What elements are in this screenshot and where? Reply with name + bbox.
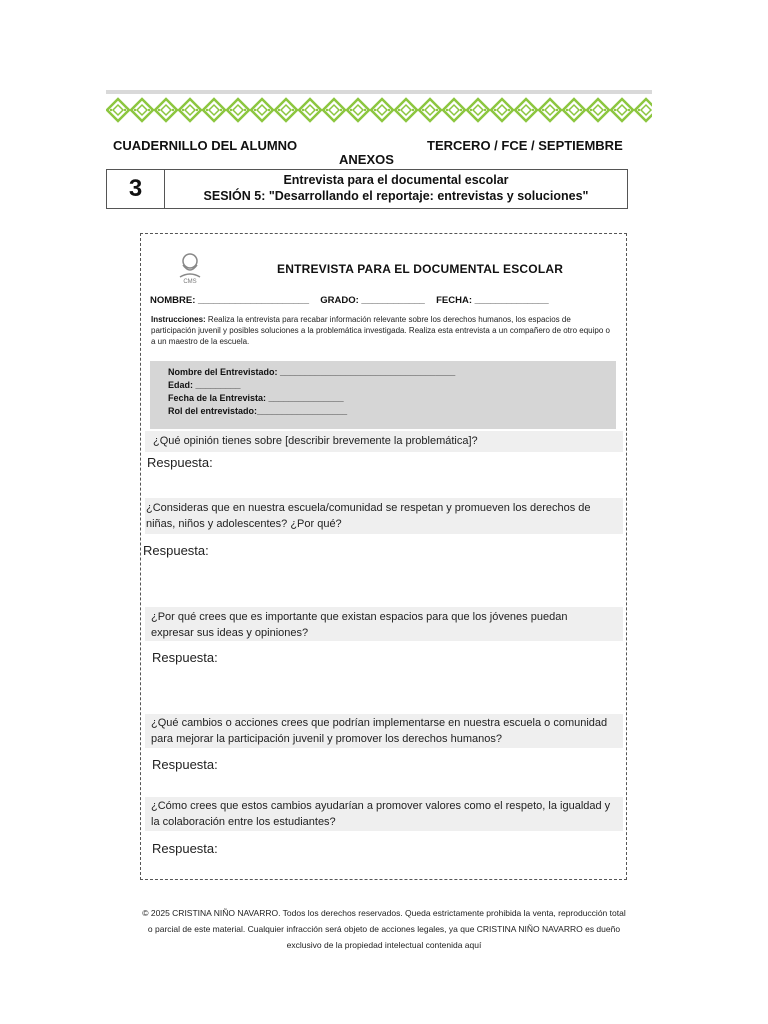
question-2: ¿Consideras que en nuestra escuela/comunidad se respetan y promueven los derechos de niñas, niños y adolescentes? ¿Por qué?: [146, 502, 591, 530]
pattern-motif: [587, 99, 609, 121]
pattern-motif: [563, 99, 585, 121]
pattern-motif: [203, 99, 225, 121]
answer-label-2[interactable]: Respuesta:: [143, 543, 209, 558]
pattern-motif: [179, 99, 201, 121]
pattern-motif: [491, 99, 513, 121]
instructions-text: Realiza la entrevista para recabar información relevante sobre los derechos humanos, los espacios de participación juvenil y posibles soluciones a la problemática investigada. Realiza esta entrevista a un compañero de otro equipo o a un maestro de la escuela.: [151, 315, 610, 346]
session-title: Entrevista para el documental escolar: [283, 173, 509, 187]
pattern-motif: [611, 99, 633, 121]
svg-text:CMS: CMS: [183, 279, 197, 285]
pattern-motif: [635, 99, 652, 121]
instructions-label: Instrucciones:: [151, 315, 206, 324]
interviewee-name-field[interactable]: Nombre del Entrevistado: ___________________________________: [168, 367, 456, 377]
session-subtitle: SESIÓN 5: "Desarrollando el reportaje: entrevistas y soluciones": [203, 189, 589, 203]
student-fields: [150, 295, 549, 306]
copyright-line-2: o parcial de este material. Cualquier infracción será objeto de acciones legales, ya que CRISTINA NIÑO NAVARRO es dueño: [147, 924, 621, 934]
answer-label-3[interactable]: Respuesta:: [152, 650, 218, 665]
pattern-motif: [515, 99, 537, 121]
interviewee-age-field[interactable]: Edad: _________: [168, 380, 241, 390]
annexes-label: ANEXOS: [339, 152, 394, 167]
pattern-motif: [275, 99, 297, 121]
pattern-svg: [106, 95, 652, 125]
pattern-motif: [371, 99, 393, 121]
question-3: ¿Por qué crees que es importante que existan espacios para que los jóvenes puedan expresar sus ideas y opiniones?: [151, 611, 568, 639]
pattern-motif: [419, 99, 441, 121]
pattern-motif: [251, 99, 273, 121]
decorative-border-pattern: [106, 95, 652, 125]
pattern-motif: [443, 99, 465, 121]
interviewee-role-field[interactable]: Rol del entrevistado:__________________: [168, 406, 348, 416]
grade-subject-month: TERCERO / FCE / SEPTIEMBRE: [427, 138, 623, 153]
question-5: ¿Cómo crees que estos cambios ayudarían a promover valores como el respeto, la igualdad y la colaboración entre los estudiantes?: [151, 800, 611, 828]
answer-label-5[interactable]: Respuesta:: [152, 841, 218, 856]
instructions: [151, 314, 616, 347]
pattern-motif: [227, 99, 249, 121]
question-1: ¿Qué opinión tienes sobre [describir brevemente la problemática]?: [153, 435, 478, 447]
session-box: [106, 169, 628, 209]
question-4: ¿Qué cambios o acciones crees que podrían implementarse en nuestra escuela o comunidad para mejorar la participación juvenil y promover los derechos humanos?: [151, 717, 608, 745]
pattern-motif: [347, 99, 369, 121]
pattern-motif: [467, 99, 489, 121]
copyright-footer: [0, 905, 768, 953]
pattern-motif: [395, 99, 417, 121]
copyright-line-1: © 2025 CRISTINA NIÑO NAVARRO. Todos los derechos reservados. Queda estrictamente prohibida la venta, reproducción total: [142, 908, 626, 918]
answer-label-4[interactable]: Respuesta:: [152, 757, 218, 772]
session-number: 3: [107, 170, 165, 208]
school-logo-icon: [175, 251, 205, 285]
copyright-line-3: exclusivo de la propiedad intelectual contenida aquí: [286, 940, 482, 950]
top-divider: [106, 90, 652, 94]
pattern-motif: [299, 99, 321, 121]
pattern-motif: [107, 99, 129, 121]
date-field[interactable]: FECHA: ______________: [436, 295, 549, 306]
interview-date-field[interactable]: Fecha de la Entrevista: _______________: [168, 393, 344, 403]
pattern-motif: [539, 99, 561, 121]
grade-field[interactable]: GRADO: ____________: [320, 295, 425, 306]
form-title: ENTREVISTA PARA EL DOCUMENTAL ESCOLAR: [277, 262, 564, 276]
pattern-motif: [155, 99, 177, 121]
pattern-motif: [131, 99, 153, 121]
name-field[interactable]: NOMBRE: _____________________: [150, 295, 309, 306]
pattern-motif: [323, 99, 345, 121]
session-text: [165, 170, 627, 208]
answer-label-1[interactable]: Respuesta:: [147, 455, 213, 470]
booklet-label: CUADERNILLO DEL ALUMNO: [113, 138, 298, 153]
